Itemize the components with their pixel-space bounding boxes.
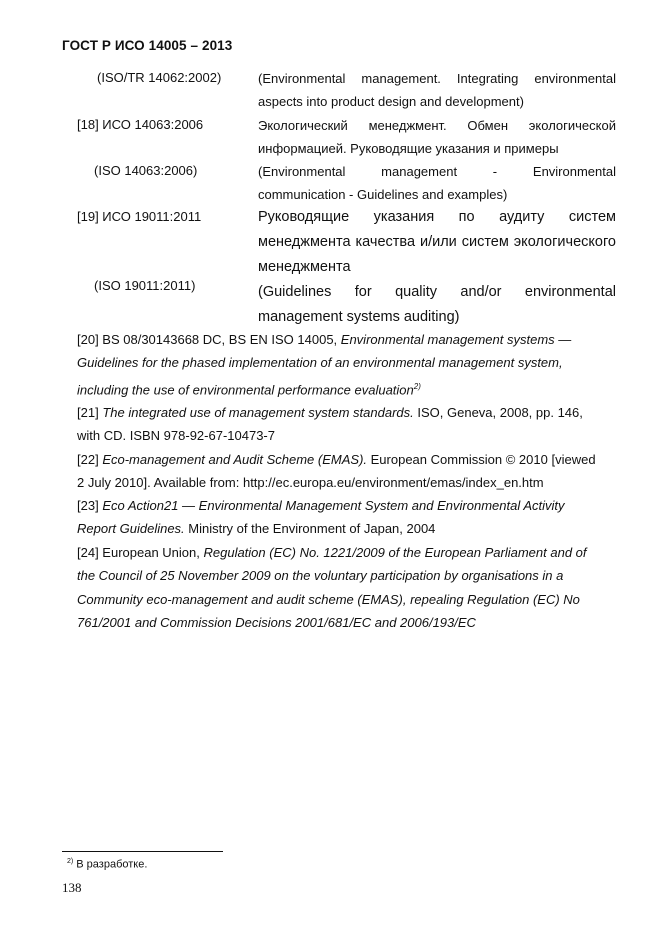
reference-entry: [77, 448, 622, 495]
reference-number: [23]: [77, 498, 99, 513]
reference-entry: [77, 328, 622, 402]
standard-title-line: Руководящие указания по аудиту систем: [258, 209, 616, 225]
standard-title-line: management systems auditing): [258, 309, 460, 325]
standard-title-line: (Guidelines for quality and/or environmental: [258, 284, 616, 300]
standard-id: [18] ИСО 14063:2006: [77, 117, 204, 132]
reference-entry: [77, 401, 622, 448]
footnote: [67, 858, 147, 871]
footnote-marker: 2): [413, 381, 421, 391]
footnote-divider: [62, 851, 223, 852]
reference-number: [24]: [77, 545, 99, 560]
reference-title: Eco-management and Audit Scheme (EMAS).: [102, 452, 368, 467]
footnote-marker: 2): [67, 858, 74, 865]
reference-text: Ministry of the Environment of Japan, 2004: [184, 521, 436, 537]
standard-title-line: менеджмента: [258, 259, 351, 275]
reference-number: [22]: [77, 452, 99, 467]
reference-text: ISO, Geneva, 2008, pp. 146,: [413, 405, 583, 420]
reference-title: The integrated use of management system standards.: [102, 405, 414, 420]
reference-title: Environmental management systems —: [340, 332, 572, 347]
reference-title: the Council of 25 November 2009 on the voluntary participation by organisations in a: [77, 568, 564, 584]
reference-text: European Commission © 2010 [viewed: [367, 452, 596, 467]
standard-title-line: (Environmental management. Integrating environmental: [258, 71, 616, 86]
standard-title-line: информацией. Руководящие указания и примеры: [258, 141, 559, 156]
footnote-text: В разработке.: [73, 858, 148, 871]
reference-entry: [77, 494, 622, 541]
standard-title-line: (Environmental management - Environmental: [258, 164, 616, 179]
reference-text: with CD. ISBN 978-92-67-10473-7: [77, 428, 275, 444]
reference-title: 761/2001 and Commission Decisions 2001/681/EC and 2006/193/EC: [77, 615, 476, 631]
reference-title: Eco Action21 — Environmental Management System and Environmental Activity: [102, 498, 565, 513]
standard-title-line: aspects into product design and development): [258, 94, 524, 109]
reference-title: Community eco-management and audit scheme (EMAS), repealing Regulation (EC) No: [77, 591, 580, 607]
reference-title: Regulation (EC) No. 1221/2009 of the European Parliament and of: [203, 545, 587, 560]
standard-title-line: менеджмента качества и/или систем экологического: [258, 234, 616, 250]
standard-title-line: communication - Guidelines and examples): [258, 187, 508, 202]
page-header: ГОСТ Р ИСО 14005 – 2013: [62, 38, 233, 53]
reference-number: [20]: [77, 332, 99, 347]
reference-title: Guidelines for the phased implementation of an environmental management system,: [77, 355, 563, 371]
standard-title-line: Экологический менеджмент. Обмен экологической: [258, 118, 616, 133]
reference-text: BS 08/30143668 DC, BS EN ISO 14005,: [98, 332, 341, 347]
standard-id: [19] ИСО 19011:2011: [77, 209, 202, 224]
page-number: 138: [62, 880, 82, 895]
reference-entry: [77, 541, 622, 635]
standard-id: (ISO/TR 14062:2002): [97, 70, 222, 85]
standard-id: (ISO 14063:2006): [94, 163, 198, 178]
reference-number: [21]: [77, 405, 99, 420]
reference-url: 2 July 2010]. Available from: http://ec.europa.eu/environment/emas/index_en.htm: [77, 475, 544, 491]
reference-title: Report Guidelines.: [77, 521, 185, 537]
reference-text: European Union,: [98, 545, 204, 560]
reference-title: including the use of environmental performance evaluation: [77, 382, 414, 398]
standard-id: (ISO 19011:2011): [94, 278, 196, 293]
